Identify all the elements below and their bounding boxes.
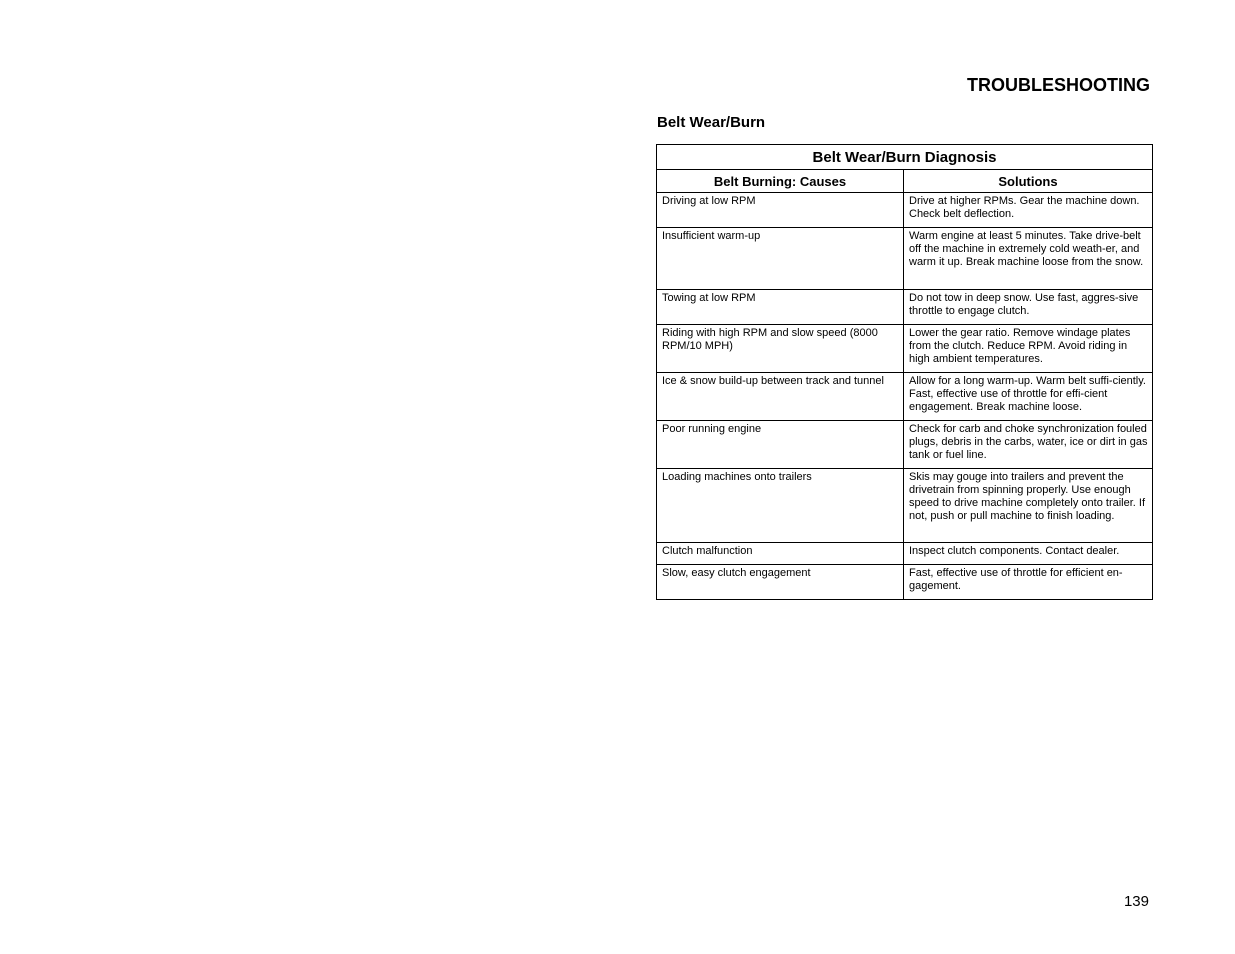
solution-cell: Skis may gouge into trailers and prevent the drivetrain from spinning properly. Use enough speed to drive machine completely onto trailer. If not, push or pull machine to finish loading.: [904, 469, 1153, 543]
table-row: [657, 565, 1153, 600]
cause-cell: Poor running engine: [657, 421, 904, 469]
table-row: [657, 373, 1153, 421]
cause-cell: Slow, easy clutch engagement: [657, 565, 904, 600]
cause-cell: Towing at low RPM: [657, 290, 904, 325]
table-header-row: [657, 170, 1153, 193]
diagnosis-table: [656, 144, 1153, 600]
cause-cell: Ice & snow build-up between track and tunnel: [657, 373, 904, 421]
causes-column-header: Belt Burning: Causes: [657, 170, 904, 193]
table-row: [657, 193, 1153, 228]
table-row: [657, 290, 1153, 325]
solution-cell: Drive at higher RPMs. Gear the machine down. Check belt deflection.: [904, 193, 1153, 228]
cause-cell: Loading machines onto trailers: [657, 469, 904, 543]
solution-cell: Lower the gear ratio. Remove windage plates from the clutch. Reduce RPM. Avoid riding in high ambient temperatures.: [904, 325, 1153, 373]
table-row: [657, 421, 1153, 469]
table-row: [657, 325, 1153, 373]
cause-cell: Clutch malfunction: [657, 543, 904, 565]
page-number: 139: [1123, 893, 1149, 910]
table-row: [657, 469, 1153, 543]
cause-cell: Driving at low RPM: [657, 193, 904, 228]
solutions-column-header: Solutions: [904, 170, 1153, 193]
solution-cell: Warm engine at least 5 minutes. Take drive-belt off the machine in extremely cold weath-er, and warm it up. Break machine loose from the snow.: [904, 228, 1153, 290]
cause-cell: Insufficient warm-up: [657, 228, 904, 290]
table-title-row: [657, 145, 1153, 170]
table-title: Belt Wear/Burn Diagnosis: [657, 145, 1153, 170]
table-row: [657, 228, 1153, 290]
solution-cell: Fast, effective use of throttle for efficient en-gagement.: [904, 565, 1153, 600]
solution-cell: Check for carb and choke synchronization fouled plugs, debris in the carbs, water, ice or dirt in gas tank or fuel line.: [904, 421, 1153, 469]
solution-cell: Do not tow in deep snow. Use fast, aggres-sive throttle to engage clutch.: [904, 290, 1153, 325]
subsection-heading: Belt Wear/Burn: [657, 114, 766, 131]
section-heading: TROUBLESHOOTING: [967, 75, 1150, 95]
cause-cell: Riding with high RPM and slow speed (8000 RPM/10 MPH): [657, 325, 904, 373]
solution-cell: Inspect clutch components. Contact dealer.: [904, 543, 1153, 565]
solution-cell: Allow for a long warm-up. Warm belt suffi-ciently. Fast, effective use of throttle for effi-cient engagement. Break machine loose.: [904, 373, 1153, 421]
table-row: [657, 543, 1153, 565]
